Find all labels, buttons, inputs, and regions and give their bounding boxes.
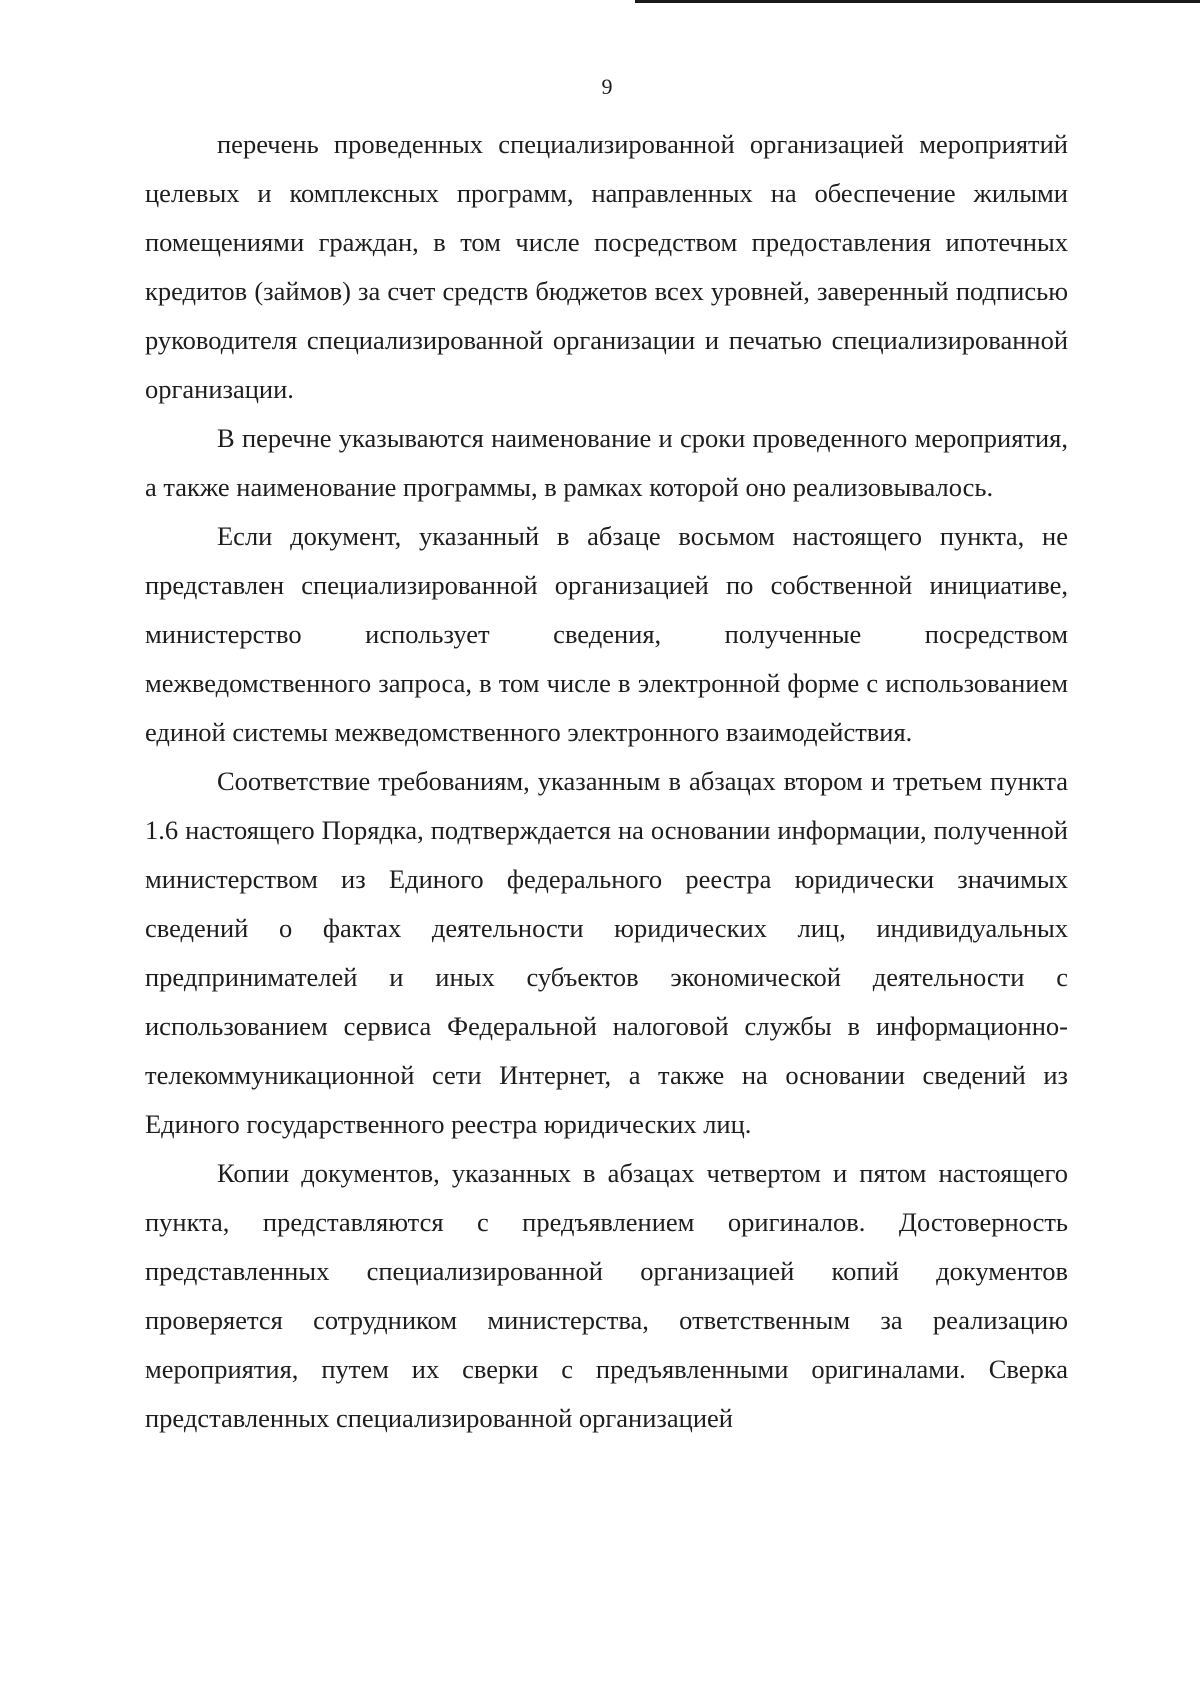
paragraph-interagency-request: Если документ, указанный в абзаце восьмом настоящего пункта, не представлен специализированной организацией по собственной инициативе, министерство использует сведения, полученные посредством межведомственного запроса, в том числе в электронной форме с использованием единой системы межведомственного электронного взаимодействия. — [145, 521, 1068, 747]
paragraph-list-contents: В перечне указываются наименование и сроки проведенного мероприятия, а также наименование программы, в рамках которой оно реализовывалось. — [145, 423, 1068, 502]
paragraph-list-continuation: перечень проведенных специализированной организацией мероприятий целевых и комплексных программ, направленных на обеспечение жилыми помещениями граждан, в том числе посредством предоставления ипотечных кредитов (займов) за счет средств бюджетов всех уровней, заверенный подписью руководителя специализированной организации и печатью специализированной организации. — [145, 129, 1068, 404]
page-number: 9 — [601, 74, 613, 99]
paragraph-requirements-compliance: Соответствие требованиям, указанным в абзацах втором и третьем пункта 1.6 настоящего Порядка, подтверждается на основании информации, полученной министерством из Единого федерального реестра юридически значимых сведений о фактах деятельности юридических лиц, индивидуальных предпринимателей и иных субъектов экономической деятельности с использованием сервиса Федеральной налоговой службы в информационно-телекоммуникационной сети Интернет, а также на основании сведений из Единого государственного реестра юридических лиц. — [145, 766, 1068, 1139]
document-body — [145, 120, 1068, 1443]
top-border-line — [635, 0, 1200, 3]
paragraph-document-copies: Копии документов, указанных в абзацах четвертом и пятом настоящего пункта, представляются с предъявлением оригиналов. Достоверность представленных специализированной организацией копий документов проверяется сотрудником министерства, ответственным за реализацию мероприятия, путем их сверки с предъявленными оригиналами. Сверка представленных специализированной организацией — [145, 1158, 1068, 1433]
